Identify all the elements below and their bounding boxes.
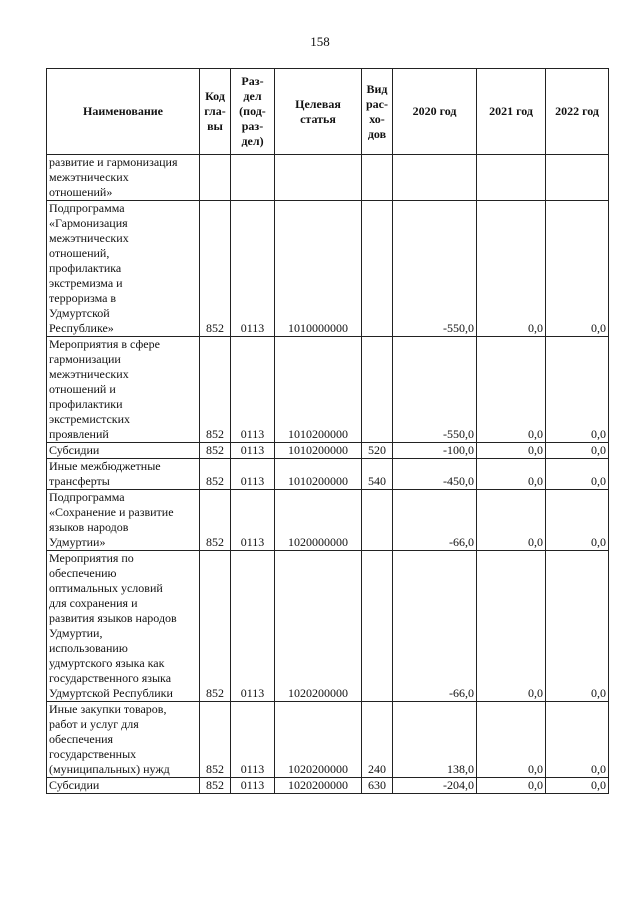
table-row (47, 337, 609, 443)
budget-table (46, 68, 609, 794)
table-row (47, 459, 609, 490)
header-target-article: Целевая статья (275, 69, 362, 155)
cell-expense-type: 540 (362, 459, 393, 490)
cell-expense-type (362, 337, 393, 443)
cell-2020 (393, 155, 477, 201)
cell-expense-type: 630 (362, 778, 393, 794)
cell-2022: 0,0 (546, 551, 609, 702)
table-header-row (47, 69, 609, 155)
cell-2021: 0,0 (477, 778, 546, 794)
cell-chapter-code: 852 (200, 778, 231, 794)
cell-2022: 0,0 (546, 337, 609, 443)
cell-expense-type (362, 490, 393, 551)
cell-expense-type (362, 551, 393, 702)
cell-2020: -550,0 (393, 201, 477, 337)
cell-name: Подпрограмма «Сохранение и развитие языков народов Удмуртии» (47, 490, 200, 551)
table-row (47, 490, 609, 551)
cell-2022: 0,0 (546, 201, 609, 337)
cell-2021: 0,0 (477, 459, 546, 490)
header-year-2020: 2020 год (393, 69, 477, 155)
cell-chapter-code: 852 (200, 443, 231, 459)
cell-section: 0113 (231, 551, 275, 702)
cell-section: 0113 (231, 443, 275, 459)
cell-name: Мероприятия в сфере гармонизации межэтнических отношений и профилактики экстремистских проявлений (47, 337, 200, 443)
cell-2020: -204,0 (393, 778, 477, 794)
cell-2022: 0,0 (546, 702, 609, 778)
cell-2021: 0,0 (477, 443, 546, 459)
table-body (47, 155, 609, 794)
table-row (47, 551, 609, 702)
table-row (47, 201, 609, 337)
cell-2021: 0,0 (477, 702, 546, 778)
cell-name: Субсидии (47, 778, 200, 794)
cell-section: 0113 (231, 490, 275, 551)
cell-expense-type: 520 (362, 443, 393, 459)
cell-2020: -550,0 (393, 337, 477, 443)
table-row (47, 443, 609, 459)
cell-section: 0113 (231, 778, 275, 794)
table-row (47, 778, 609, 794)
cell-2022: 0,0 (546, 459, 609, 490)
cell-expense-type (362, 155, 393, 201)
cell-target-article: 1010200000 (275, 459, 362, 490)
cell-2021: 0,0 (477, 337, 546, 443)
header-expense-type: Вид рас- хо- дов (362, 69, 393, 155)
header-name: Наименование (47, 69, 200, 155)
cell-target-article: 1020200000 (275, 778, 362, 794)
cell-chapter-code: 852 (200, 337, 231, 443)
cell-section (231, 155, 275, 201)
cell-target-article (275, 155, 362, 201)
cell-target-article: 1020000000 (275, 490, 362, 551)
cell-2020: -450,0 (393, 459, 477, 490)
cell-2021 (477, 155, 546, 201)
cell-target-article: 1010200000 (275, 443, 362, 459)
cell-name: Иные закупки товаров, работ и услуг для обеспечения государственных (муниципальных) нужд (47, 702, 200, 778)
header-section: Раз- дел (под- раз- дел) (231, 69, 275, 155)
cell-target-article: 1010200000 (275, 337, 362, 443)
cell-chapter-code: 852 (200, 459, 231, 490)
cell-2022: 0,0 (546, 778, 609, 794)
cell-target-article: 1020200000 (275, 551, 362, 702)
cell-target-article: 1010000000 (275, 201, 362, 337)
cell-expense-type (362, 201, 393, 337)
cell-2021: 0,0 (477, 490, 546, 551)
cell-name: Подпрограмма «Гармонизация межэтнических отношений, профилактика экстремизма и терроризма в Удмуртской Республике» (47, 201, 200, 337)
page-number: 158 (310, 34, 330, 49)
cell-2022: 0,0 (546, 443, 609, 459)
cell-expense-type: 240 (362, 702, 393, 778)
cell-name: Мероприятия по обеспечению оптимальных условий для сохранения и развития языков народов Удмуртии, использованию удмуртского языка как государственного языка Удмуртской Республики (47, 551, 200, 702)
cell-chapter-code (200, 155, 231, 201)
cell-2020: -66,0 (393, 490, 477, 551)
cell-2022: 0,0 (546, 490, 609, 551)
cell-section: 0113 (231, 702, 275, 778)
table-row (47, 702, 609, 778)
cell-chapter-code: 852 (200, 702, 231, 778)
cell-section: 0113 (231, 201, 275, 337)
cell-section: 0113 (231, 459, 275, 490)
cell-chapter-code: 852 (200, 490, 231, 551)
cell-2020: 138,0 (393, 702, 477, 778)
cell-name: Субсидии (47, 443, 200, 459)
cell-name: развитие и гармонизация межэтнических отношений» (47, 155, 200, 201)
table-row (47, 155, 609, 201)
cell-section: 0113 (231, 337, 275, 443)
cell-target-article: 1020200000 (275, 702, 362, 778)
header-year-2022: 2022 год (546, 69, 609, 155)
header-chapter-code: Код гла- вы (200, 69, 231, 155)
header-year-2021: 2021 год (477, 69, 546, 155)
cell-2022 (546, 155, 609, 201)
cell-chapter-code: 852 (200, 201, 231, 337)
cell-2021: 0,0 (477, 201, 546, 337)
cell-2020: -66,0 (393, 551, 477, 702)
cell-2021: 0,0 (477, 551, 546, 702)
cell-2020: -100,0 (393, 443, 477, 459)
cell-name: Иные межбюджетные трансферты (47, 459, 200, 490)
cell-chapter-code: 852 (200, 551, 231, 702)
